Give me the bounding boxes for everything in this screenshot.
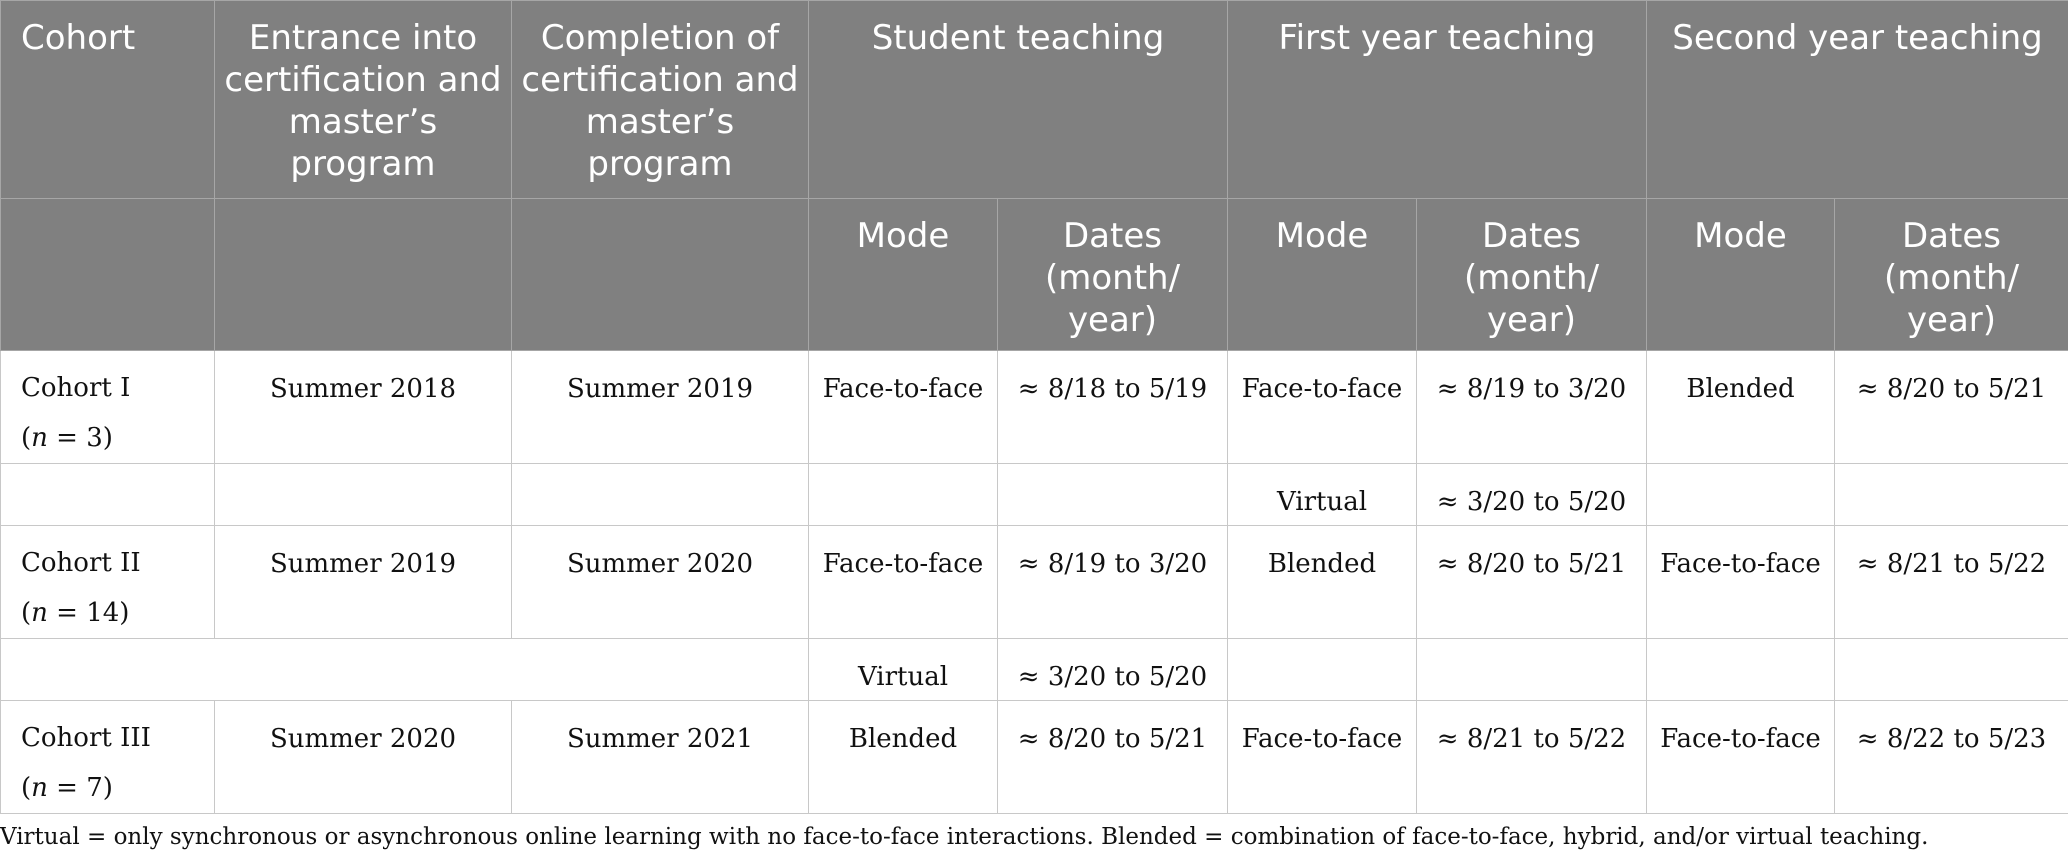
cell-st-mode: Blended (809, 701, 998, 814)
header-fy-dates: Dates (month/ year) (1417, 199, 1647, 351)
cell-empty (1, 464, 215, 526)
header-st-dates: Dates (month/ year) (998, 199, 1228, 351)
table-row-cohort-3 (1, 701, 2068, 814)
cell-st-dates: ≈ 3/20 to 5/20 (998, 639, 1228, 701)
cell-empty (1228, 639, 1417, 701)
cell-completion: Summer 2020 (512, 526, 809, 639)
cell-empty (512, 464, 809, 526)
cell-entrance: Summer 2019 (215, 526, 512, 639)
cell-st-dates: ≈ 8/18 to 5/19 (998, 351, 1228, 464)
header-second-year-teaching: Second year teaching (1647, 1, 2068, 199)
cohort-name: Cohort II (21, 548, 141, 578)
cell-sy-mode: Face-to-face (1647, 526, 1835, 639)
cell-fy-mode: Virtual (1228, 464, 1417, 526)
header-blank-completion (512, 199, 809, 351)
n-symbol: n (31, 598, 48, 628)
header-completion: Completion of certification and master’s program (512, 1, 809, 199)
header-first-year-teaching: First year teaching (1228, 1, 1647, 199)
cell-empty (1647, 464, 1835, 526)
cell-empty (998, 464, 1228, 526)
cell-sy-dates: ≈ 8/22 to 5/23 (1835, 701, 2068, 814)
cell-sy-dates: ≈ 8/21 to 5/22 (1835, 526, 2068, 639)
cell-fy-mode: Blended (1228, 526, 1417, 639)
cell-cohort: Cohort III (n = 7) (1, 701, 215, 814)
cell-fy-dates: ≈ 8/20 to 5/21 (1417, 526, 1647, 639)
cell-fy-dates: ≈ 3/20 to 5/20 (1417, 464, 1647, 526)
cell-fy-dates: ≈ 8/19 to 3/20 (1417, 351, 1647, 464)
header-sy-mode: Mode (1647, 199, 1835, 351)
cell-completion: Summer 2021 (512, 701, 809, 814)
cell-sy-dates: ≈ 8/20 to 5/21 (1835, 351, 2068, 464)
cell-fy-mode: Face-to-face (1228, 701, 1417, 814)
header-fy-mode: Mode (1228, 199, 1417, 351)
header-st-mode: Mode (809, 199, 998, 351)
cell-completion: Summer 2019 (512, 351, 809, 464)
header-cohort: Cohort (1, 1, 215, 199)
header-sy-dates: Dates (month/ year) (1835, 199, 2068, 351)
cell-st-mode: Virtual (809, 639, 998, 701)
table-footnote: Virtual = only synchronous or asynchronous online learning with no face-to-face interactions. Blended = combination of face-to-face, hybrid, and/or virtual teaching. (0, 824, 1929, 850)
n-count: = 14) (47, 598, 130, 628)
cell-empty (1835, 464, 2068, 526)
cell-empty-merged (1, 639, 809, 701)
n-symbol: n (31, 423, 48, 453)
table-row-cohort-2 (1, 526, 2068, 639)
table-row-cohort-2-continued (1, 639, 2068, 701)
cell-empty (809, 464, 998, 526)
cell-st-dates: ≈ 8/20 to 5/21 (998, 701, 1228, 814)
cell-sy-mode: Blended (1647, 351, 1835, 464)
n-count: = 3) (47, 423, 113, 453)
cohort-name: Cohort III (21, 723, 151, 753)
table-row-cohort-1-continued (1, 464, 2068, 526)
header-blank-entrance (215, 199, 512, 351)
cohort-name: Cohort I (21, 373, 131, 403)
cell-sy-mode: Face-to-face (1647, 701, 1835, 814)
header-entrance: Entrance into certification and master’s program (215, 1, 512, 199)
cell-empty (1647, 639, 1835, 701)
n-symbol: n (31, 773, 48, 803)
cell-empty (215, 464, 512, 526)
cell-cohort: Cohort I (n = 3) (1, 351, 215, 464)
cell-empty (1835, 639, 2068, 701)
n-count: = 7) (47, 773, 113, 803)
header-blank-cohort (1, 199, 215, 351)
cell-fy-dates: ≈ 8/21 to 5/22 (1417, 701, 1647, 814)
cell-entrance: Summer 2018 (215, 351, 512, 464)
cell-empty (1417, 639, 1647, 701)
cell-st-mode: Face-to-face (809, 526, 998, 639)
cell-fy-mode: Face-to-face (1228, 351, 1417, 464)
cell-cohort: Cohort II (n = 14) (1, 526, 215, 639)
cell-entrance: Summer 2020 (215, 701, 512, 814)
cell-st-mode: Face-to-face (809, 351, 998, 464)
header-student-teaching: Student teaching (809, 1, 1228, 199)
table-row-cohort-1 (1, 351, 2068, 464)
cell-st-dates: ≈ 8/19 to 3/20 (998, 526, 1228, 639)
